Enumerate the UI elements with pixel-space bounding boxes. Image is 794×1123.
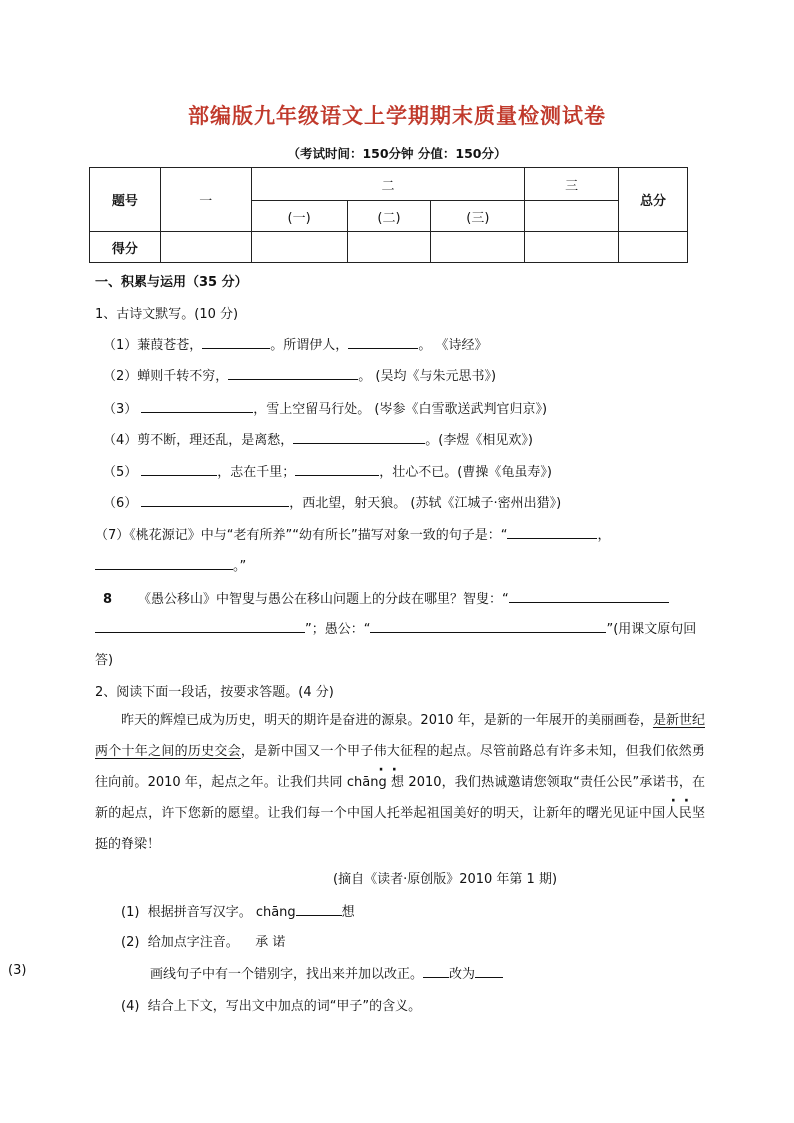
reading-passage: 昨天的辉煌已成为历史，明天的期许是奋进的源泉。2010 年，是新的一年展开的美丽画卷，是新世纪两个十年之间的历史交会，是新中国又一个甲 ·子 ·伟大征程的起点。尽管前路总有许多未知，但我们依然勇往向前。2010 年，起点之年。让我们共同 chāng 想 2010，我们热诚邀请您领取“责任公民”承 ·诺 ·书，在新的起点，许下您新的愿望。让我们每一个中国人托举起祖国美好的明天，让新年的曙光见证中国人民坚挺的脊梁！	[95, 705, 705, 860]
exam-info: （考试时间：150分钟 分值：150分）	[287, 146, 507, 161]
score-table-sub-three-blank	[525, 201, 619, 232]
score-table-col-three: 三	[525, 168, 619, 201]
score-table-col-one: 一	[160, 168, 251, 232]
score-table-sub-one: (一)	[251, 201, 347, 232]
answer-blank[interactable]	[296, 903, 342, 916]
score-cell[interactable]	[251, 232, 347, 263]
score-table-sub-three: (三)	[431, 201, 525, 232]
score-cell[interactable]	[347, 232, 431, 263]
underlined-sentence: 是新世纪两个十年之间的历史交会	[95, 713, 705, 759]
question-8-line-2: ”；愚公：“ ”(用课文原句回	[95, 618, 696, 637]
answer-blank[interactable]	[370, 620, 606, 633]
passage-source: (摘自《读者·原创版》2010 年第 1 期)	[333, 872, 558, 887]
poem-line-1: （1）蒹葭苍苍， 。所谓伊人， 。 《诗经》	[103, 338, 488, 353]
question-2-title: 2、阅读下面一段话，按要求答题。(4 分)	[95, 685, 334, 700]
dotted-char: 甲 ·	[347, 744, 360, 759]
question-7-line-1: （7）《桃花源记》中与“老有所养”“幼有所长”描写对象一致的句子是：“ ，	[95, 528, 611, 543]
dotted-char: 承 ·	[639, 775, 652, 790]
score-cell[interactable]	[525, 232, 619, 263]
poem-line-3: （3） ，雪上空留马行处。 (岑参《白雪歌送武判官归京》)	[103, 402, 548, 417]
question-1-title: 1、古诗文默写。(10 分)	[95, 307, 239, 322]
question-7-line-2: 。”	[95, 555, 246, 574]
poem-line-5: （5） ，志在千里； ，壮心不已。(曹操《龟虽寿》)	[103, 465, 552, 480]
answer-blank[interactable]	[295, 463, 379, 476]
dotted-char: 诺 ·	[653, 775, 666, 790]
sub-question-4: (4) 结合上下文，写出文中加点的词“甲子”的含义。	[121, 999, 422, 1014]
question-8-line-1: 8 《愚公移山》中智叟与愚公在移山问题上的分歧在哪里？智叟：“	[103, 588, 669, 607]
answer-blank[interactable]	[348, 336, 418, 349]
answer-blank[interactable]	[509, 590, 669, 603]
score-table-col-two: 二	[251, 168, 525, 201]
poem-line-4: （4）剪不断，理还乱，是离愁， 。(李煜《相见欢》)	[103, 433, 533, 448]
answer-blank[interactable]	[141, 400, 253, 413]
score-table-header-number: 题号	[90, 168, 161, 232]
answer-blank[interactable]	[293, 431, 425, 444]
answer-blank[interactable]	[228, 367, 358, 380]
answer-blank[interactable]	[141, 494, 289, 507]
section-heading: 一、积累与运用（35 分）	[95, 275, 248, 290]
question-8-line-3: 答)	[95, 653, 114, 668]
score-cell[interactable]	[431, 232, 525, 263]
page-title: 部编版九年级语文上学期期末质量检测试卷	[188, 103, 606, 128]
sub-question-2: (2) 给加点字注音。 承 诺	[121, 935, 286, 950]
score-table	[89, 167, 688, 263]
answer-blank[interactable]	[475, 965, 503, 978]
score-cell[interactable]	[160, 232, 251, 263]
sub-question-3: 画线句子中有一个错别字，找出来并加以改正。 改为	[150, 963, 503, 982]
answer-blank[interactable]	[95, 620, 305, 633]
score-table-header-score: 得分	[90, 232, 161, 263]
answer-blank[interactable]	[141, 463, 217, 476]
score-table-sub-two: (二)	[347, 201, 431, 232]
dotted-char: 子 ·	[360, 744, 373, 759]
answer-blank[interactable]	[95, 557, 233, 570]
score-table-col-total: 总分	[619, 168, 688, 232]
sub-question-1: (1) 根据拼音写汉字。 chāng 想	[121, 905, 355, 920]
score-cell[interactable]	[619, 232, 688, 263]
sub-question-3-number: (3)	[8, 963, 27, 978]
answer-blank[interactable]	[507, 526, 597, 539]
answer-blank[interactable]	[202, 336, 270, 349]
poem-line-2: （2）蝉则千转不穷， 。 (吴均《与朱元思书》)	[103, 369, 497, 384]
answer-blank[interactable]	[423, 965, 449, 978]
poem-line-6: （6） ，西北望，射天狼。 (苏轼《江城子·密州出猎》)	[103, 496, 562, 511]
